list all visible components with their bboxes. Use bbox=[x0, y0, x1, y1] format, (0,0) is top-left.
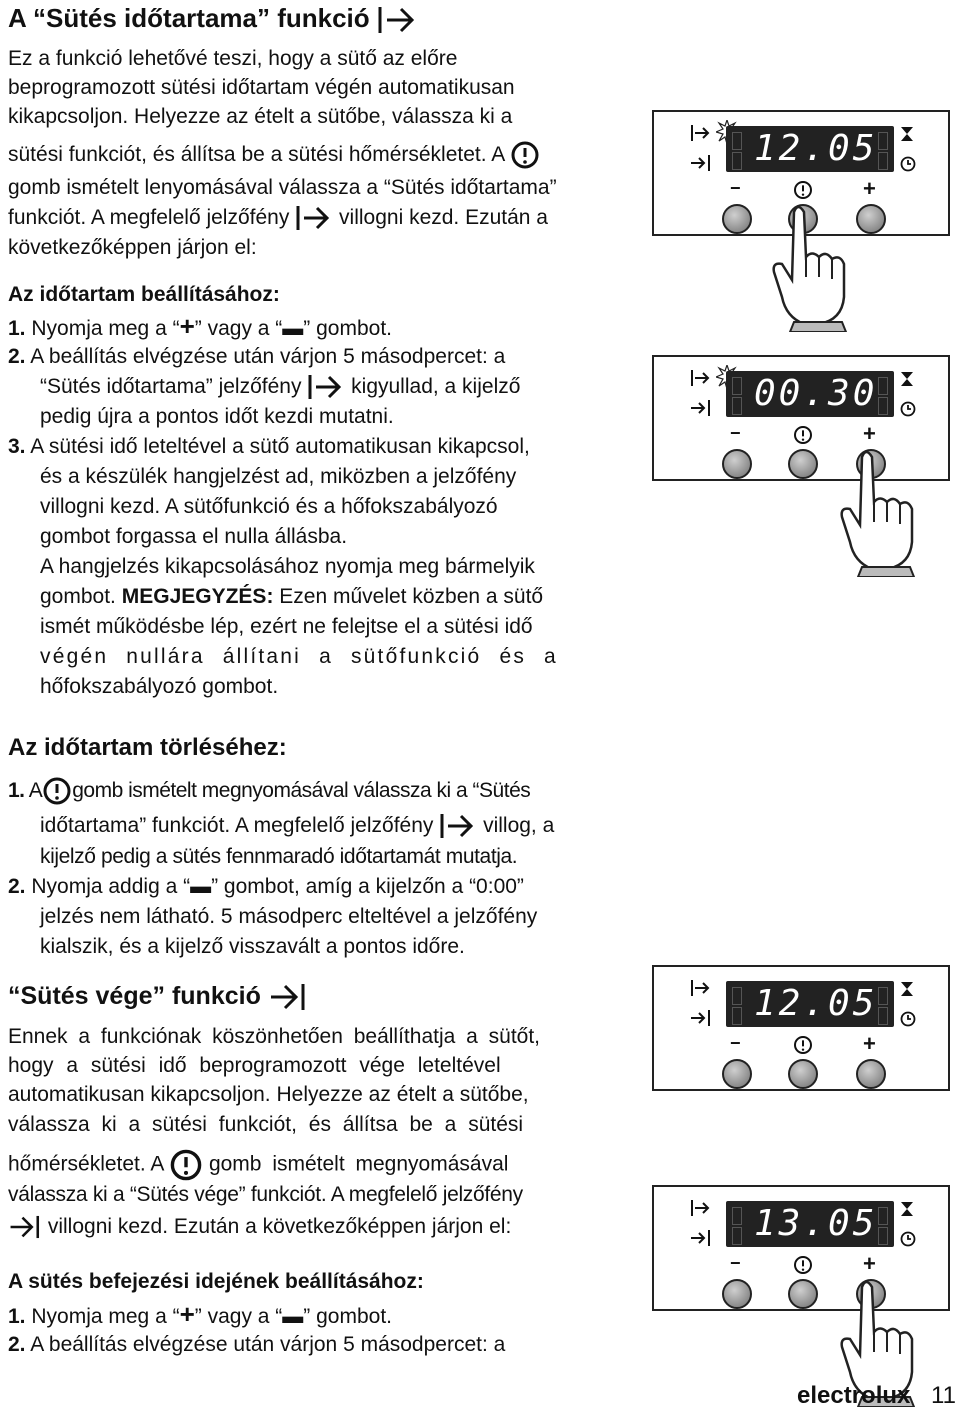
step: 2. A beállítás elvégzése után várjon 5 másodpercet: a bbox=[8, 345, 506, 368]
end-intro-line: villogni kezd. Ezután a következőképpen járjon el: bbox=[8, 1212, 511, 1242]
end-title: “Sütés vége” funkció bbox=[8, 982, 308, 1012]
end-intro-line: automatikusan kikapcsoljon. Helyezze az ételt a sütőbe, bbox=[8, 1083, 529, 1106]
hand-pointer-icon bbox=[764, 202, 864, 332]
hand-pointer-icon bbox=[832, 447, 932, 577]
duration-icon bbox=[295, 204, 333, 232]
lcd-display bbox=[726, 371, 894, 417]
alarm-icon bbox=[900, 1231, 916, 1252]
clock-button-icon bbox=[42, 776, 72, 806]
step-line: jelzés nem látható. 5 másodperc elteltével a jelzőfény bbox=[40, 905, 538, 928]
minus-button[interactable] bbox=[722, 1059, 752, 1089]
end-time-icon bbox=[690, 399, 712, 422]
set-heading: Az időtartam beállításához: bbox=[8, 283, 280, 306]
lcd-display bbox=[726, 1201, 894, 1247]
plus-icon: + bbox=[863, 1031, 876, 1056]
intro-line: sütési funkciót, és állítsa be a sütési hőmérsékletet. A bbox=[8, 140, 540, 170]
step: 1. Nyomja meg a “+” vagy a “▬” gombot. bbox=[8, 1299, 393, 1329]
display-time: 13.05 bbox=[754, 1203, 878, 1244]
step-line: A hangjelzés kikapcsolásához nyomja meg bármelyik bbox=[40, 555, 535, 578]
clock-button-icon bbox=[169, 1148, 203, 1182]
plus-icon: + bbox=[863, 176, 876, 201]
hourglass-icon bbox=[900, 1201, 914, 1222]
minus-icon: − bbox=[730, 1033, 741, 1053]
end-time-icon bbox=[8, 1214, 42, 1240]
clock-button-icon bbox=[793, 425, 813, 450]
minus-button[interactable] bbox=[722, 204, 752, 234]
step-line: kialszik, és a kijelző visszavált a pontos időre. bbox=[40, 935, 465, 958]
plus-icon: + bbox=[179, 1299, 195, 1329]
minus-icon: − bbox=[730, 1253, 741, 1273]
plus-button[interactable] bbox=[856, 1059, 886, 1089]
page-title: A “Sütés időtartama” funkció bbox=[8, 3, 417, 36]
end-time-icon bbox=[690, 1229, 712, 1252]
end-intro-line: válassza ki a sütési funkciót, és állítsa be a sütési bbox=[8, 1113, 524, 1136]
duration-icon bbox=[690, 1199, 712, 1222]
step-line: hőfokszabályozó gombot. bbox=[40, 675, 279, 698]
minus-button[interactable] bbox=[722, 1279, 752, 1309]
step: 1. A gomb ismételt megnyomásával válassza ki a “Sütés bbox=[8, 776, 530, 806]
plus-icon: + bbox=[863, 1251, 876, 1276]
lcd-display bbox=[726, 981, 894, 1027]
step-line: és a készülék hangjelzést ad, miközben a jelzőfény bbox=[40, 465, 517, 488]
step-line: “Sütés időtartama” jelzőfény kigyullad, a kijelző bbox=[40, 372, 520, 402]
clock-button-icon bbox=[793, 1255, 813, 1280]
end-time-icon bbox=[690, 154, 712, 177]
duration-icon bbox=[307, 373, 345, 401]
alarm-icon bbox=[900, 156, 916, 177]
intro-line: kikapcsoljon. Helyezze az ételt a sütőbe, válassza ki a bbox=[8, 105, 513, 128]
minus-icon: − bbox=[730, 178, 741, 198]
hourglass-icon bbox=[900, 981, 914, 1002]
display-time: 12.05 bbox=[754, 983, 878, 1024]
hourglass-icon bbox=[900, 371, 914, 392]
lcd-display bbox=[726, 126, 894, 172]
intro-line: következőképpen járjon el: bbox=[8, 236, 257, 259]
page-number: 11 bbox=[931, 1382, 956, 1409]
end-heading: A sütés befejezési idejének beállításához: bbox=[8, 1270, 424, 1293]
step: 3. A sütési idő leteltével a sütő automatikusan kikapcsol, bbox=[8, 435, 530, 458]
clock-button[interactable] bbox=[788, 1279, 818, 1309]
clock-button[interactable] bbox=[788, 449, 818, 479]
duration-icon bbox=[377, 4, 417, 36]
end-intro-line: hőmérsékletet. A gomb ismételt megnyomásával bbox=[8, 1148, 508, 1182]
step: 2. Nyomja addig a “▬” gombot, amíg a kijelzőn a “0:00” bbox=[8, 875, 524, 898]
plus-icon: + bbox=[179, 311, 195, 341]
end-intro-line: Ennek a funkciónak köszönhetően beállíthatja a sütőt, bbox=[8, 1025, 541, 1048]
end-time-icon bbox=[690, 1009, 712, 1032]
step-line: gombot forgassa el nulla állásba. bbox=[40, 525, 348, 548]
intro-line: beprogramozott sütési időtartam végén automatikusan bbox=[8, 76, 515, 99]
step-line: pedig újra a pontos időt kezdi mutatni. bbox=[40, 405, 394, 428]
note-label: MEGJEGYZÉS: bbox=[121, 585, 274, 608]
duration-icon bbox=[690, 369, 712, 392]
step-line: végén nullára állítani a sütőfunkció és a bbox=[40, 645, 558, 668]
step-line: időtartama” funkciót. A megfelelő jelzőfény villog, a bbox=[40, 811, 554, 841]
end-intro-line: hogy a sütési idő beprogramozott vége leteltével bbox=[8, 1054, 501, 1077]
minus-icon: ▬ bbox=[190, 875, 212, 898]
step: 1. Nyomja meg a “+” vagy a “▬” gombot. bbox=[8, 311, 393, 341]
minus-icon: ▬ bbox=[282, 1305, 304, 1328]
end-intro-line: válassza ki a “Sütés vége” funkciót. A megfelelő jelzőfény bbox=[8, 1183, 523, 1206]
duration-icon bbox=[690, 979, 712, 1002]
alarm-icon bbox=[900, 1011, 916, 1032]
duration-icon bbox=[439, 812, 477, 840]
step-line: gombot. MEGJEGYZÉS: Ezen művelet közben a sütő bbox=[40, 585, 544, 608]
clock-button-icon bbox=[793, 1035, 813, 1060]
step-line: kijelző pedig a sütés fennmaradó időtartamát mutatja. bbox=[40, 845, 518, 868]
display-time: 00.30 bbox=[754, 373, 878, 414]
step-line: villogni kezd. A sütőfunkció és a hőfokszabályozó bbox=[40, 495, 498, 518]
intro-line: Ez a funkció lehetővé teszi, hogy a sütő az előre bbox=[8, 47, 458, 70]
display-time: 12.05 bbox=[754, 128, 878, 169]
hourglass-icon bbox=[900, 126, 914, 147]
duration-icon bbox=[690, 124, 712, 147]
clock-button[interactable] bbox=[788, 1059, 818, 1089]
alarm-icon bbox=[900, 401, 916, 422]
clock-button-icon bbox=[510, 140, 540, 170]
step: 2. A beállítás elvégzése után várjon 5 másodpercet: a bbox=[8, 1333, 506, 1356]
step-line: ismét működésbe lép, ezért ne felejtse el a sütési idő bbox=[40, 615, 533, 638]
minus-button[interactable] bbox=[722, 449, 752, 479]
plus-icon: + bbox=[863, 421, 876, 446]
minus-icon: ▬ bbox=[282, 317, 304, 340]
intro-line: gomb ismételt lenyomásával válassza a “Sütés időtartama” bbox=[8, 176, 557, 199]
control-panel bbox=[652, 965, 950, 1091]
end-time-icon bbox=[268, 982, 308, 1012]
brand-logo: electrolux bbox=[797, 1382, 911, 1409]
minus-icon: − bbox=[730, 423, 741, 443]
cancel-heading: Az időtartam törléséhez: bbox=[8, 734, 287, 761]
intro-line: funkciót. A megfelelő jelzőfény villogni kezd. Ezután a bbox=[8, 203, 548, 233]
